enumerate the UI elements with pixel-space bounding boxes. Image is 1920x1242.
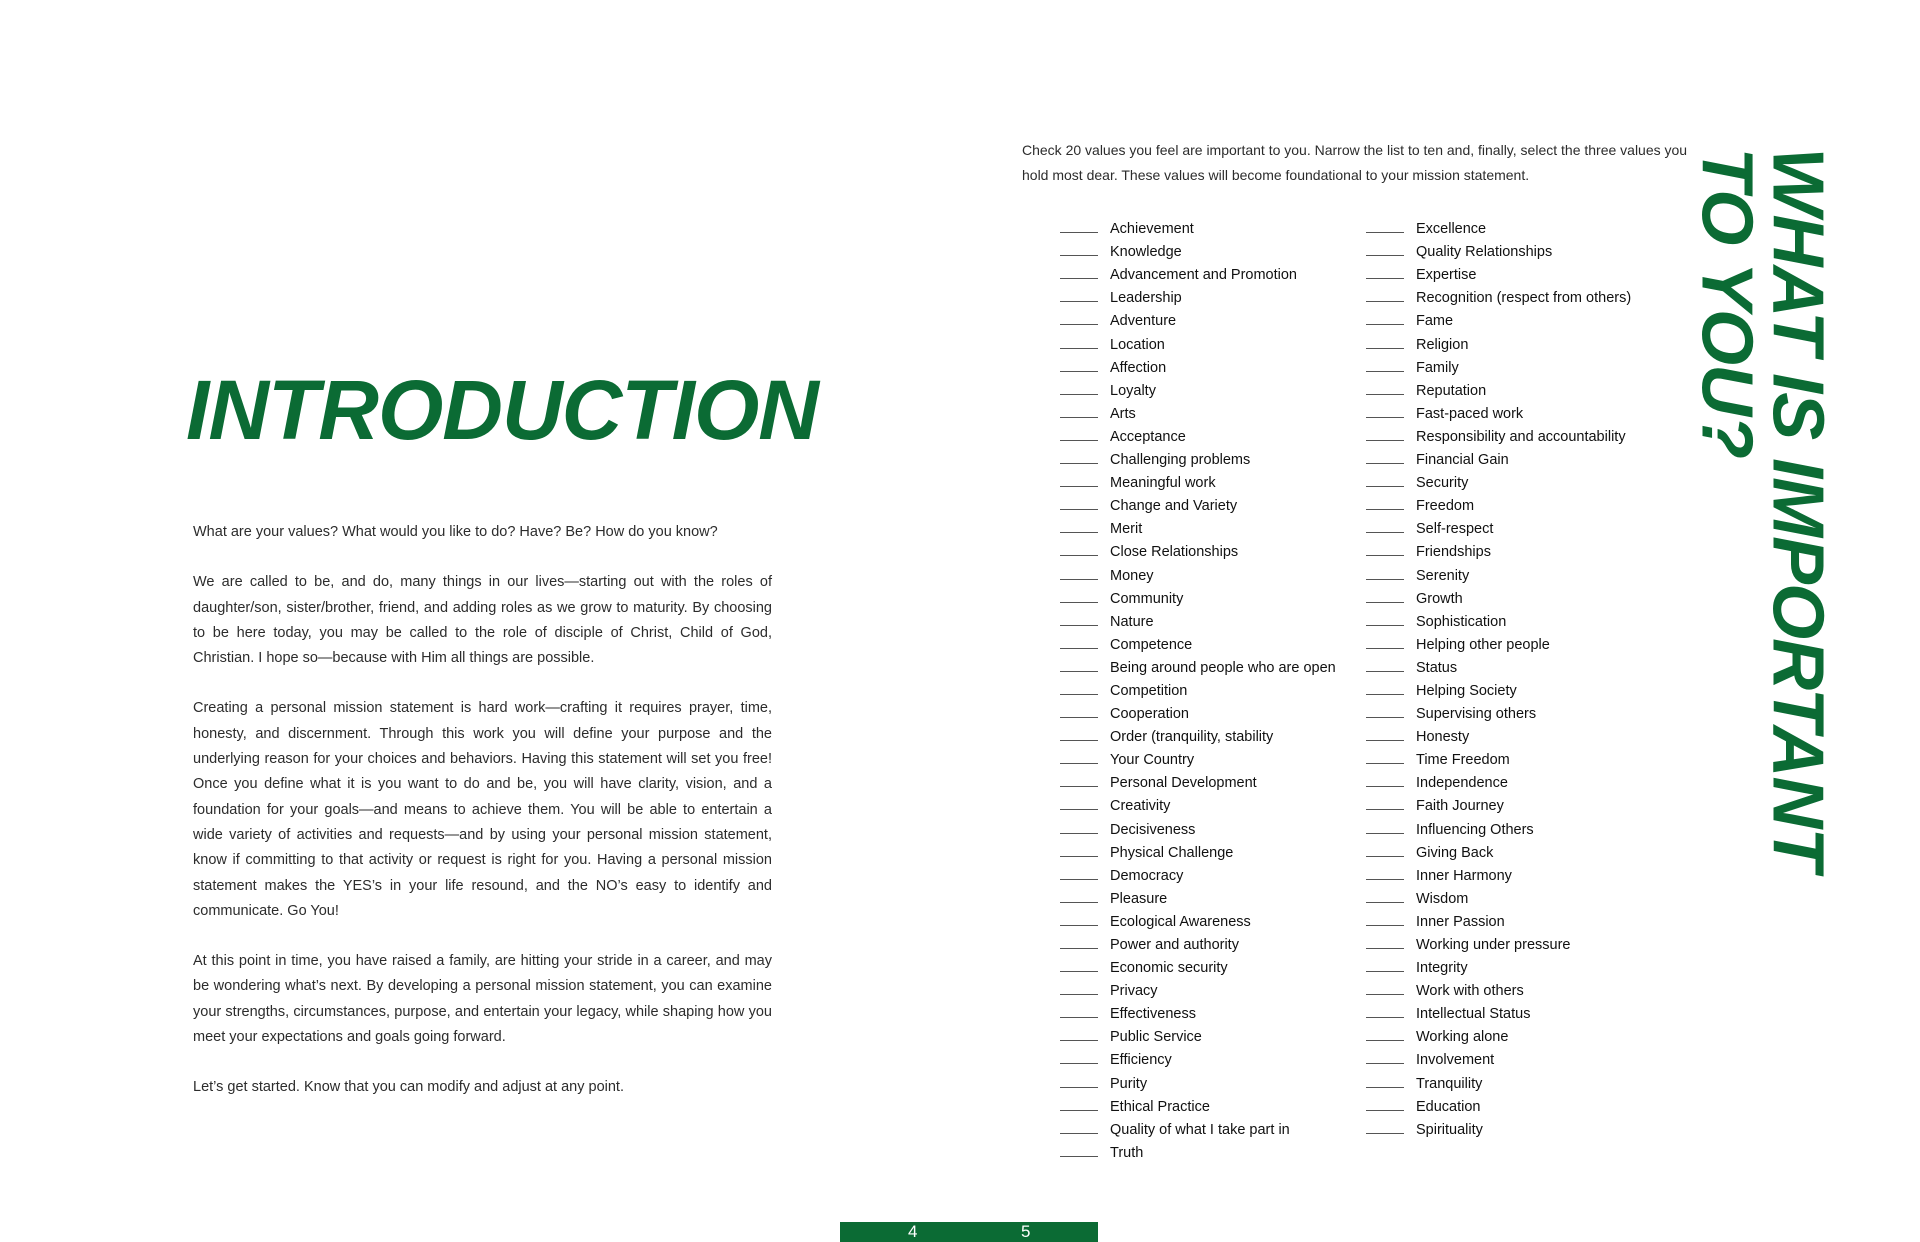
checkbox-blank-line[interactable]: [1366, 879, 1404, 880]
value-item: [1060, 422, 1360, 445]
checkbox-blank-line[interactable]: [1366, 486, 1404, 487]
checkbox-blank-line[interactable]: [1366, 579, 1404, 580]
value-label: Influencing Others: [1416, 821, 1534, 838]
checkbox-blank-line[interactable]: [1060, 486, 1098, 487]
value-item: [1366, 930, 1666, 953]
values-list-left: [1060, 214, 1360, 1161]
value-item: [1366, 560, 1666, 583]
value-item: [1060, 838, 1360, 861]
checkbox-blank-line[interactable]: [1060, 1110, 1098, 1111]
checkbox-blank-line[interactable]: [1060, 532, 1098, 533]
value-item: [1060, 237, 1360, 260]
value-item: [1060, 1068, 1360, 1091]
value-label: Self-respect: [1416, 521, 1494, 538]
checkbox-blank-line[interactable]: [1366, 1040, 1404, 1041]
value-item: [1060, 445, 1360, 468]
value-label: Economic security: [1110, 960, 1228, 977]
value-label: Integrity: [1416, 960, 1468, 977]
checkbox-blank-line[interactable]: [1060, 856, 1098, 857]
value-item: [1366, 907, 1666, 930]
value-label: Responsibility and accountability: [1416, 428, 1626, 445]
value-label: Merit: [1110, 521, 1143, 538]
value-item: [1060, 976, 1360, 999]
checkbox-blank-line[interactable]: [1060, 625, 1098, 626]
value-label: Location: [1110, 336, 1165, 353]
checkbox-blank-line[interactable]: [1060, 1133, 1098, 1134]
checkbox-blank-line[interactable]: [1366, 394, 1404, 395]
value-item: [1366, 1022, 1666, 1045]
checkbox-blank-line[interactable]: [1366, 740, 1404, 741]
value-label: Purity: [1110, 1075, 1148, 1092]
value-item: [1366, 1115, 1666, 1138]
value-label: Helping Society: [1416, 682, 1517, 699]
value-item: [1060, 676, 1360, 699]
value-item: [1366, 468, 1666, 491]
value-label: Financial Gain: [1416, 452, 1509, 469]
intro-paragraph: At this point in time, you have raised a family, are hitting your stride in a career, and may be wondering what’s next. By developing a personal mission statement, you can examine your strengths, circumstances, purpose, and entertain your legacy, while shaping how you meet your expectations and goals going forward.: [193, 953, 772, 1046]
checkbox-blank-line[interactable]: [1366, 948, 1404, 949]
value-label: Working under pressure: [1416, 937, 1571, 953]
checkbox-blank-line[interactable]: [1060, 717, 1098, 718]
value-item: [1366, 768, 1666, 791]
checkbox-blank-line[interactable]: [1366, 1110, 1404, 1111]
value-label: Competition: [1110, 682, 1188, 699]
checkbox-blank-line[interactable]: [1366, 833, 1404, 834]
value-item: [1366, 676, 1666, 699]
value-item: [1060, 791, 1360, 814]
page-number-left: 4: [908, 1222, 918, 1241]
checkbox-blank-line[interactable]: [1366, 648, 1404, 649]
checkbox-blank-line[interactable]: [1060, 1040, 1098, 1041]
value-item: [1060, 329, 1360, 352]
value-label: Advancement and Promotion: [1110, 267, 1297, 284]
checkbox-blank-line[interactable]: [1060, 809, 1098, 810]
what-is-important-title: [1677, 148, 1847, 958]
value-label: Arts: [1110, 405, 1136, 422]
value-label: Fast-paced work: [1416, 405, 1524, 422]
checkbox-blank-line[interactable]: [1060, 925, 1098, 926]
checkbox-blank-line[interactable]: [1060, 948, 1098, 949]
checkbox-blank-line[interactable]: [1366, 625, 1404, 626]
value-label: Intellectual Status: [1416, 1006, 1531, 1023]
checkbox-blank-line[interactable]: [1366, 786, 1404, 787]
value-label: Religion: [1416, 336, 1469, 353]
value-item: [1060, 514, 1360, 537]
value-item: [1366, 376, 1666, 399]
value-label: Cooperation: [1110, 706, 1189, 723]
value-label: Helping other people: [1416, 636, 1550, 653]
checkbox-blank-line[interactable]: [1060, 1156, 1098, 1157]
checkbox-blank-line[interactable]: [1366, 232, 1404, 233]
value-item: [1060, 722, 1360, 745]
checkbox-blank-line[interactable]: [1060, 417, 1098, 418]
checkbox-blank-line[interactable]: [1366, 1133, 1404, 1134]
checkbox-blank-line[interactable]: [1366, 301, 1404, 302]
value-label: Friendships: [1416, 544, 1491, 561]
value-item: [1366, 1045, 1666, 1068]
checkbox-blank-line[interactable]: [1366, 555, 1404, 556]
intro-paragraph: Creating a personal mission statement is hard work—crafting it requires prayer, time, honesty, and discernment. Through this work you will define your purpose and the underlying reason for your choices and behaviors. Having this statement will set you free! Once you define what it is you want to do and be, you will have clarity, vision, and a foundation for your goals—and means to achieve them. You will be able to entertain a wide variety of activities and requests—and by using your personal mission statement, know if committing to that activity or request is right for you. Having a personal mission statement makes the YES’s in your life resound, and the NO’s easy to identify and communicate. Go You!: [193, 700, 772, 919]
value-item: [1060, 1022, 1360, 1045]
value-label: Family: [1416, 359, 1459, 376]
value-label: Democracy: [1110, 867, 1184, 884]
value-item: [1060, 1115, 1360, 1138]
value-label: Sophistication: [1416, 613, 1507, 630]
title-line-1: WHAT IS IMPORTANT: [1757, 148, 1838, 871]
right-page: [960, 0, 1920, 1242]
page-number-right: 5: [1021, 1222, 1031, 1241]
value-label: Power and authority: [1110, 937, 1239, 953]
intro-paragraph: What are your values? What would you like to do? Have? Be? How do you know?: [193, 524, 718, 540]
value-label: Involvement: [1416, 1052, 1495, 1069]
checkbox-blank-line[interactable]: [1060, 740, 1098, 741]
value-item: [1060, 999, 1360, 1022]
value-item: [1366, 306, 1666, 329]
value-item: [1060, 1092, 1360, 1115]
value-item: [1366, 329, 1666, 352]
checkbox-blank-line[interactable]: [1060, 648, 1098, 649]
value-item: [1366, 260, 1666, 283]
value-label: Truth: [1110, 1144, 1144, 1161]
checkbox-blank-line[interactable]: [1060, 555, 1098, 556]
value-item: [1060, 953, 1360, 976]
value-item: [1366, 422, 1666, 445]
value-label: Freedom: [1416, 498, 1475, 515]
value-label: Giving Back: [1416, 844, 1494, 861]
value-label: Competence: [1110, 636, 1193, 653]
value-label: Reputation: [1416, 382, 1487, 399]
value-label: Spirituality: [1416, 1121, 1483, 1138]
intro-paragraph: Let’s get started. Know that you can modify and adjust at any point.: [193, 1079, 624, 1096]
value-item: [1060, 861, 1360, 884]
checkbox-blank-line[interactable]: [1060, 440, 1098, 441]
checkbox-blank-line[interactable]: [1060, 232, 1098, 233]
value-label: Serenity: [1416, 567, 1470, 584]
value-label: Time Freedom: [1416, 752, 1510, 769]
value-item: [1060, 399, 1360, 422]
checkbox-blank-line[interactable]: [1060, 509, 1098, 510]
value-label: Leadership: [1110, 290, 1182, 307]
checkbox-blank-line[interactable]: [1366, 856, 1404, 857]
checkbox-blank-line[interactable]: [1060, 671, 1098, 672]
checkbox-blank-line[interactable]: [1060, 463, 1098, 464]
value-item: [1060, 584, 1360, 607]
checkbox-blank-line[interactable]: [1366, 902, 1404, 903]
value-item: [1366, 607, 1666, 630]
value-item: [1366, 653, 1666, 676]
value-label: Creativity: [1110, 798, 1171, 815]
value-label: Faith Journey: [1416, 798, 1504, 815]
value-label: Inner Harmony: [1416, 867, 1512, 884]
value-label: Change and Variety: [1110, 498, 1238, 515]
value-item: [1060, 283, 1360, 306]
value-label: Work with others: [1416, 983, 1524, 1000]
title-line-2: TO YOU?: [1687, 148, 1767, 459]
value-item: [1060, 768, 1360, 791]
value-item: [1060, 745, 1360, 768]
checkbox-blank-line[interactable]: [1060, 763, 1098, 764]
checkbox-blank-line[interactable]: [1366, 1017, 1404, 1018]
checkbox-blank-line[interactable]: [1366, 971, 1404, 972]
checkbox-blank-line[interactable]: [1366, 925, 1404, 926]
values-instructions: Check 20 values you feel are important to you. Narrow the list to ten and, finally, select the three values you hold most dear. These values will become foundational to your mission statement.: [1022, 142, 1688, 183]
value-item: [1366, 838, 1666, 861]
value-label: Status: [1416, 659, 1458, 676]
checkbox-blank-line[interactable]: [1060, 348, 1098, 349]
value-item: [1366, 491, 1666, 514]
value-item: [1366, 353, 1666, 376]
value-item: [1060, 306, 1360, 329]
value-label: Inner Passion: [1416, 913, 1505, 930]
value-label: Security: [1416, 475, 1469, 492]
value-item: [1366, 814, 1666, 837]
value-item: [1060, 560, 1360, 583]
value-item: [1366, 884, 1666, 907]
value-label: Ecological Awareness: [1110, 913, 1251, 930]
checkbox-blank-line[interactable]: [1366, 417, 1404, 418]
value-label: Nature: [1110, 613, 1154, 630]
checkbox-blank-line[interactable]: [1060, 255, 1098, 256]
value-label: Physical Challenge: [1110, 844, 1234, 861]
value-label: Adventure: [1110, 313, 1177, 330]
value-label: Effectiveness: [1110, 1006, 1196, 1023]
checkbox-blank-line[interactable]: [1366, 463, 1404, 464]
checkbox-blank-line[interactable]: [1060, 602, 1098, 603]
value-item: [1060, 214, 1360, 237]
value-label: Meaningful work: [1110, 475, 1216, 492]
checkbox-blank-line[interactable]: [1060, 1017, 1098, 1018]
value-item: [1060, 1138, 1360, 1161]
value-label: Challenging problems: [1110, 452, 1251, 469]
value-label: Education: [1416, 1098, 1481, 1115]
value-label: Your Country: [1110, 752, 1195, 769]
value-label: Decisiveness: [1110, 821, 1196, 838]
checkbox-blank-line[interactable]: [1366, 278, 1404, 279]
value-label: Recognition (respect from others): [1416, 290, 1632, 307]
value-label: Order (tranquility, stability: [1110, 729, 1274, 746]
checkbox-blank-line[interactable]: [1060, 994, 1098, 995]
checkbox-blank-line[interactable]: [1366, 809, 1404, 810]
checkbox-blank-line[interactable]: [1060, 324, 1098, 325]
checkbox-blank-line[interactable]: [1366, 440, 1404, 441]
value-item: [1366, 722, 1666, 745]
value-item: [1366, 745, 1666, 768]
checkbox-blank-line[interactable]: [1060, 278, 1098, 279]
value-label: Quality of what I take part in: [1110, 1121, 1290, 1138]
value-label: Tranquility: [1416, 1075, 1483, 1092]
checkbox-blank-line[interactable]: [1060, 371, 1098, 372]
value-item: [1060, 907, 1360, 930]
value-item: [1366, 584, 1666, 607]
value-label: Knowledge: [1110, 244, 1182, 261]
checkbox-blank-line[interactable]: [1366, 694, 1404, 695]
value-item: [1366, 630, 1666, 653]
value-item: [1060, 537, 1360, 560]
value-item: [1366, 699, 1666, 722]
value-label: Being around people who are open: [1110, 659, 1336, 676]
checkbox-blank-line[interactable]: [1060, 579, 1098, 580]
value-item: [1060, 814, 1360, 837]
value-label: Money: [1110, 567, 1154, 584]
checkbox-blank-line[interactable]: [1366, 371, 1404, 372]
value-label: Excellence: [1416, 221, 1487, 238]
checkbox-blank-line[interactable]: [1060, 694, 1098, 695]
value-item: [1060, 1045, 1360, 1068]
value-item: [1060, 353, 1360, 376]
value-item: [1060, 699, 1360, 722]
value-label: Community: [1110, 590, 1184, 607]
checkbox-blank-line[interactable]: [1060, 879, 1098, 880]
value-item: [1366, 1068, 1666, 1091]
checkbox-blank-line[interactable]: [1366, 255, 1404, 256]
checkbox-blank-line[interactable]: [1366, 602, 1404, 603]
value-item: [1060, 376, 1360, 399]
value-item: [1060, 884, 1360, 907]
value-item: [1366, 537, 1666, 560]
value-item: [1366, 861, 1666, 884]
checkbox-blank-line[interactable]: [1060, 971, 1098, 972]
checkbox-blank-line[interactable]: [1366, 671, 1404, 672]
checkbox-blank-line[interactable]: [1060, 833, 1098, 834]
checkbox-blank-line[interactable]: [1060, 394, 1098, 395]
checkbox-blank-line[interactable]: [1366, 994, 1404, 995]
checkbox-blank-line[interactable]: [1060, 1063, 1098, 1064]
value-label: Ethical Practice: [1110, 1098, 1210, 1115]
value-label: Privacy: [1110, 983, 1158, 1000]
value-label: Pleasure: [1110, 890, 1168, 907]
checkbox-blank-line[interactable]: [1366, 763, 1404, 764]
value-label: Working alone: [1416, 1029, 1509, 1046]
value-label: Fame: [1416, 313, 1454, 330]
value-item: [1366, 999, 1666, 1022]
introduction-body: [193, 520, 772, 1126]
value-item: [1060, 491, 1360, 514]
value-item: [1366, 791, 1666, 814]
value-label: Quality Relationships: [1416, 244, 1553, 261]
value-label: Personal Development: [1110, 775, 1257, 792]
value-label: Wisdom: [1416, 890, 1469, 907]
checkbox-blank-line[interactable]: [1366, 324, 1404, 325]
value-label: Honesty: [1416, 729, 1470, 746]
value-item: [1060, 930, 1360, 953]
value-label: Public Service: [1110, 1029, 1202, 1046]
value-item: [1366, 445, 1666, 468]
checkbox-blank-line[interactable]: [1060, 1087, 1098, 1088]
checkbox-blank-line[interactable]: [1366, 1063, 1404, 1064]
value-item: [1060, 630, 1360, 653]
value-item: [1060, 653, 1360, 676]
value-label: Expertise: [1416, 267, 1477, 284]
value-label: Close Relationships: [1110, 544, 1239, 561]
value-label: Acceptance: [1110, 428, 1186, 445]
value-item: [1366, 976, 1666, 999]
value-item: [1366, 1092, 1666, 1115]
value-item: [1060, 468, 1360, 491]
checkbox-blank-line[interactable]: [1366, 717, 1404, 718]
value-item: [1366, 214, 1666, 237]
value-item: [1060, 607, 1360, 630]
checkbox-blank-line[interactable]: [1060, 301, 1098, 302]
value-item: [1366, 953, 1666, 976]
value-item: [1366, 283, 1666, 306]
checkbox-blank-line[interactable]: [1366, 1087, 1404, 1088]
value-item: [1366, 399, 1666, 422]
value-item: [1366, 237, 1666, 260]
checkbox-blank-line[interactable]: [1060, 786, 1098, 787]
checkbox-blank-line[interactable]: [1366, 509, 1404, 510]
value-label: Loyalty: [1110, 382, 1156, 399]
value-label: Efficiency: [1110, 1052, 1172, 1069]
value-item: [1060, 260, 1360, 283]
introduction-title: INTRODUCTION: [186, 363, 818, 457]
checkbox-blank-line[interactable]: [1060, 902, 1098, 903]
value-item: [1366, 514, 1666, 537]
values-list-right: [1366, 214, 1666, 1138]
checkbox-blank-line[interactable]: [1366, 532, 1404, 533]
value-label: Growth: [1416, 590, 1463, 607]
value-label: Independence: [1416, 775, 1508, 792]
value-label: Achievement: [1110, 221, 1194, 238]
value-label: Supervising others: [1416, 706, 1537, 723]
value-label: Affection: [1110, 359, 1167, 376]
page-number-bar: [840, 1222, 1098, 1242]
checkbox-blank-line[interactable]: [1366, 348, 1404, 349]
intro-paragraph: We are called to be, and do, many things in our lives—starting out with the roles of daughter/son, sister/brother, friend, and adding roles as we grow to maturity. By choosing to be here today, you may be called to the role of disciple of Christ, Child of God, Christian. I hope so—because with Him all things are possible.: [193, 574, 772, 667]
